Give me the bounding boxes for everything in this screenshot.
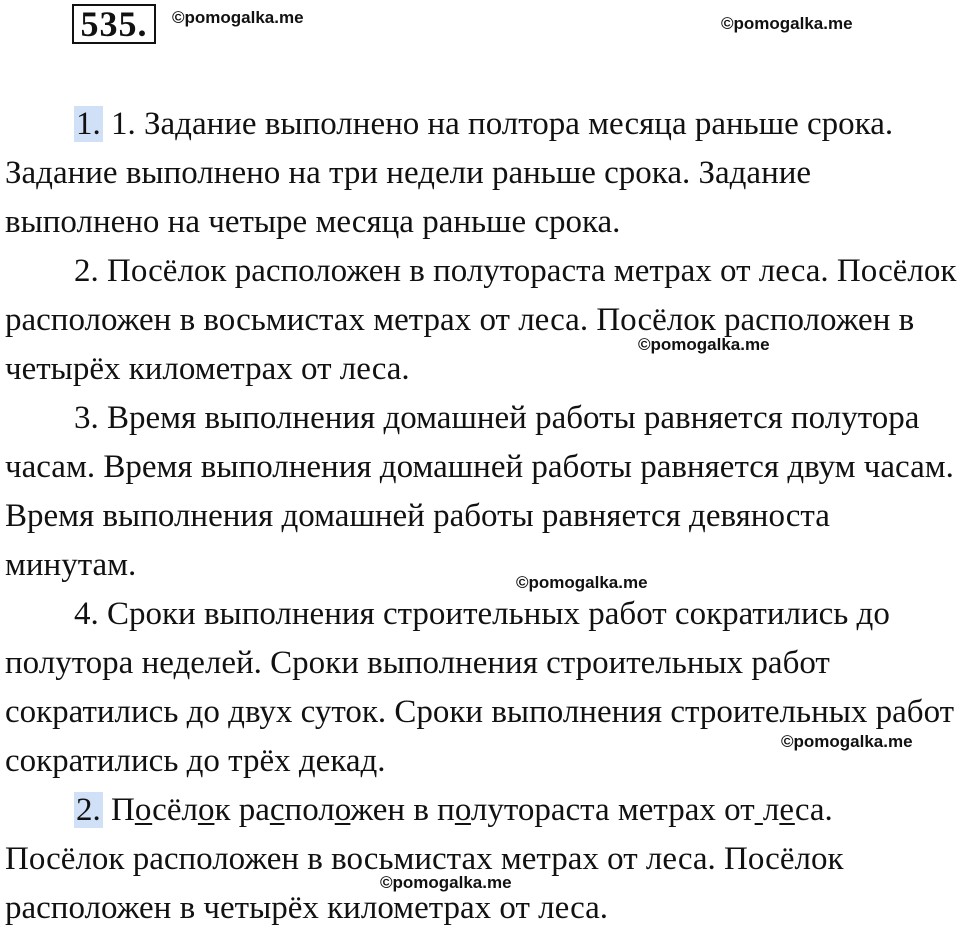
watermark: ©pomogalka.me xyxy=(638,335,770,354)
text-segment: сёл xyxy=(152,792,198,828)
text-segment: П xyxy=(111,792,135,828)
task-number: 535. xyxy=(72,4,156,44)
unstressed-vowel: о xyxy=(134,792,153,828)
sentence-group: 2. Посёлок расположен в полутораста метрах от леса. Посёлок расположен в восьмистах метрах от леса. Посёлок расположен в четырёх километрах от леса. xyxy=(5,253,957,387)
watermark: ©pomogalka.me xyxy=(781,732,913,751)
text-segment: жен в п xyxy=(350,792,455,828)
sentence-group: Посёлок расположен в восьмистах метрах от леса. Посёлок расположен в четырёх километрах от леса. xyxy=(5,841,844,926)
answer-text xyxy=(5,100,960,933)
text-segment: са. xyxy=(794,792,833,828)
paragraph xyxy=(5,786,960,933)
sentence-group: 4. Сроки выполнения строительных работ сократились до полутора неделей. Сроки выполнения строительных работ сократились до двух суток. Сроки выполнения строительных работ сократились до трёх декад. xyxy=(5,596,955,779)
paragraph xyxy=(5,100,960,247)
unstressed-vowel: с xyxy=(269,792,285,828)
section-marker: 2. xyxy=(76,792,101,828)
unstressed-vowel: е xyxy=(779,792,795,828)
section-marker: 1. xyxy=(76,106,101,142)
watermark: ©pomogalka.me xyxy=(380,873,512,892)
paragraph xyxy=(5,247,960,394)
annotated-sentence xyxy=(111,792,833,828)
unstressed-vowel: о xyxy=(197,792,215,828)
paragraph xyxy=(5,394,960,590)
unstressed-vowel: о xyxy=(454,792,471,828)
text-segment: к ра xyxy=(214,792,270,828)
text-segment: л xyxy=(762,792,780,828)
watermark: ©pomogalka.me xyxy=(721,14,853,33)
watermark: ©pomogalka.me xyxy=(516,573,648,592)
paragraph xyxy=(5,590,960,786)
unstressed-vowel: о xyxy=(334,792,351,828)
text-segment: пол xyxy=(284,792,335,828)
sentence-group: 1. Задание выполнено на полтора месяца раньше срока. Задание выполнено на три недели раньше срока. Задание выполнено на четыре месяца раньше срока. xyxy=(5,106,894,240)
watermark: ©pomogalka.me xyxy=(172,8,304,27)
sentence-group: 3. Время выполнения домашней работы равняется полутора часам. Время выполнения домашней работы равняется двум часам. Время выполнения домашней работы равняется девяноста минутам. xyxy=(5,400,954,583)
underlined-space xyxy=(755,792,763,828)
text-segment: лутораста метрах от xyxy=(470,792,755,828)
